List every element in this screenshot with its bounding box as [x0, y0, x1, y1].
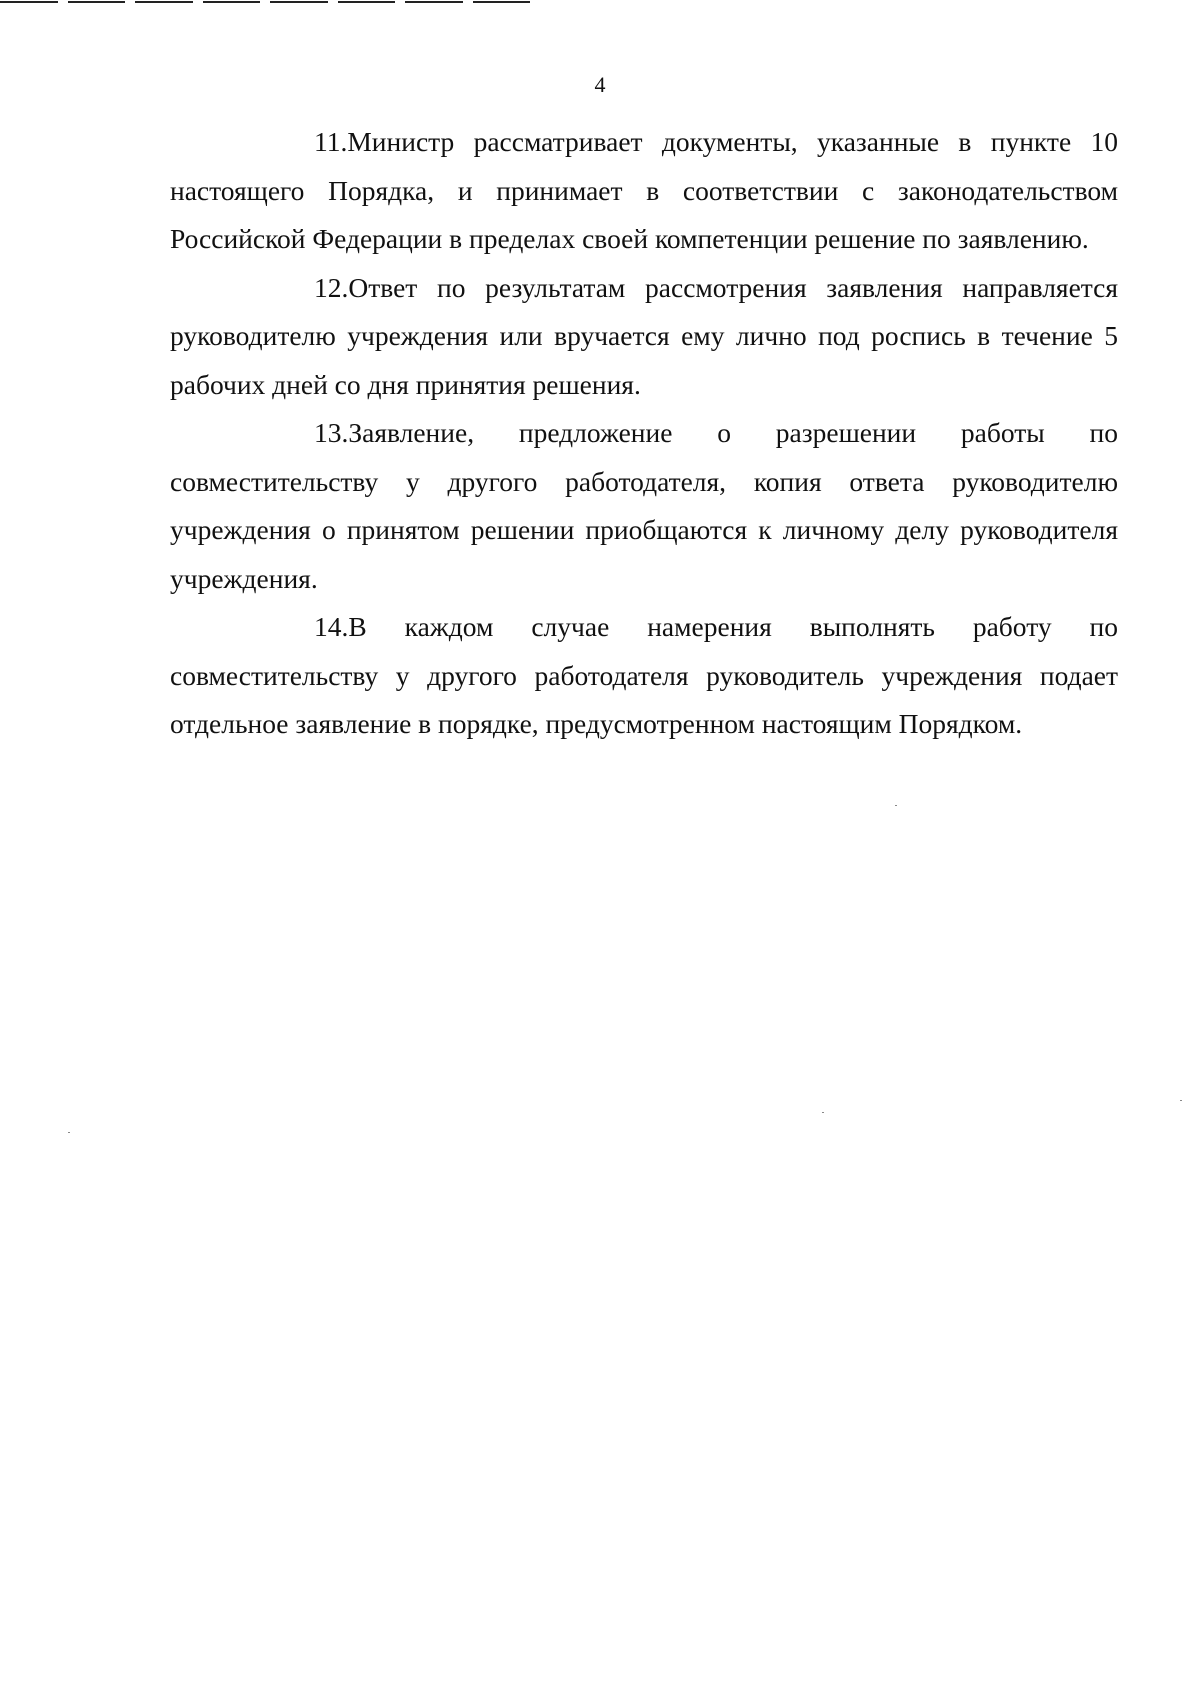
paragraph-text: Ответ по результатам рассмотрения заявления направляется руководителю учреждения или вручается ему лично под роспись в течение 5 рабочих дней со дня принятия решения.: [170, 271, 1118, 400]
page-number: 4: [594, 72, 606, 97]
paragraph-14: [170, 603, 1118, 749]
paragraph-13: [170, 409, 1118, 603]
scan-speck: [822, 1112, 824, 1113]
scan-speck: [895, 805, 897, 806]
paragraph-text: Заявление, предложение о разрешении работы по совместительству у другого работодателя, копия ответа руководителю учреждения о принятом решении приобщаются к личному делу руководителя учреждения.: [170, 417, 1118, 594]
paragraph-text: В каждом случае намерения выполнять работу по совместительству у другого работодателя руководитель учреждения подает отдельное заявление в порядке, предусмотренном настоящим Порядком.: [170, 611, 1118, 739]
paragraph-number: 13.: [314, 417, 349, 448]
paragraph-text: Министр рассматривает документы, указанные в пункте 10 настоящего Порядка, и принимает в соответствии с законодательством Российской Федерации в пределах своей компетенции решение по заявлению.: [170, 126, 1118, 254]
top-edge-rule: [0, 0, 530, 4]
paragraph-11: [170, 118, 1118, 264]
paragraph-number: 11.: [314, 126, 348, 157]
paragraph-12: [170, 264, 1118, 410]
paragraph-number: 14.: [314, 611, 349, 642]
scan-speck: [1180, 1100, 1182, 1101]
scan-speck: [68, 1132, 70, 1133]
paragraph-number: 12.: [314, 271, 349, 303]
document-body: [170, 118, 1118, 749]
